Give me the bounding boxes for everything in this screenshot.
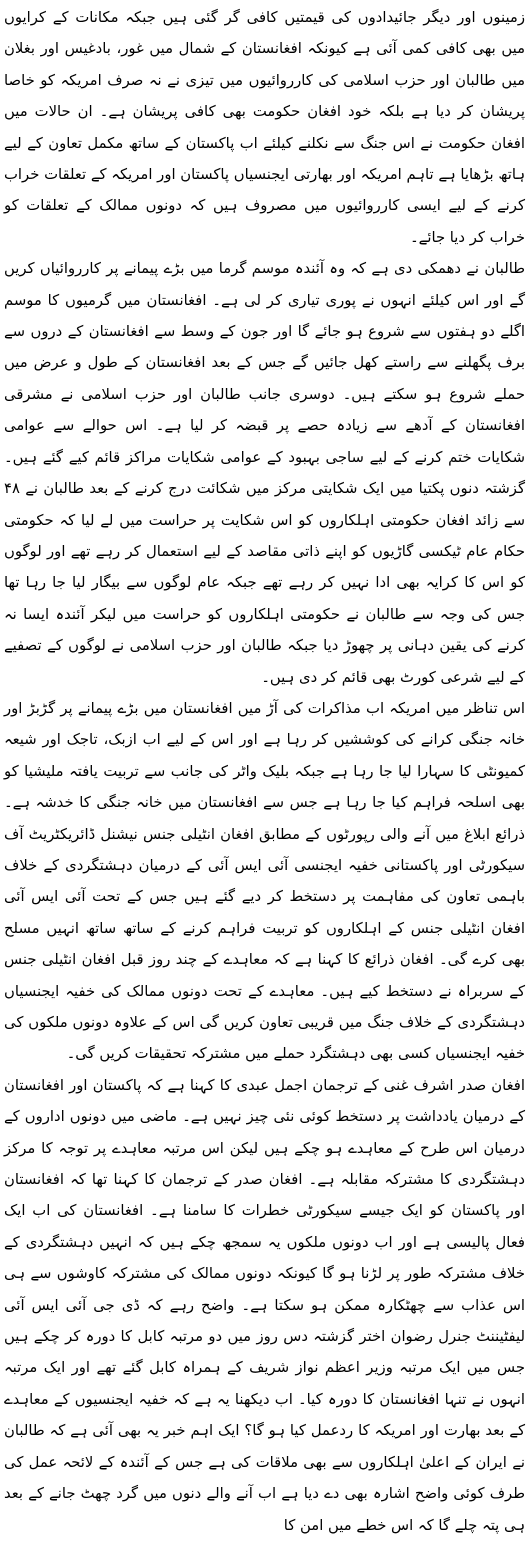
article-paragraph-3: اس تناظر میں امریکہ اب مذاکرات کی آڑ میں افغانستان میں بڑے پیمانے پر گڑبڑ اور خانہ جنگی کرانے کی کوششیں کر رہا ہے اور اس کے لیے اب ازبک، تاجک اور شیعہ کمیونٹی کا سہارا لیا جا رہا ہے جبکہ بلیک واٹر کی جانب سے تربیت یافتہ ملیشیا کو بھی اسلحہ فراہم کیا جا رہا ہے جس سے افغانستان میں خانہ جنگی کا خدشہ ہے۔ ذرائع ابلاغ میں آنے والی رپورٹوں کے مطابق افغان انٹیلی جنس نیشنل ڈائریکٹریٹ آف سیکورٹی اور پاکستانی خفیہ ایجنسی آئی ایس آئی کے درمیان دہشتگردی کے خلاف باہمی تعاون کی مفاہمت پر دستخط کر دیے گئے ہیں جس کے تحت آئی ایس آئی افغان انٹیلی جنس کے اہلکاروں کو تربیت فراہم کرنے کے ساتھ ساتھ انہیں مسلح بھی کرے گی۔ افغان ذرائع کا کہنا ہے کہ معاہدے کے چند روز قبل افغان انٹیلی جنس کے سربراہ نے دستخط کیے ہیں۔ معاہدے کے تحت دونوں ممالک کی خفیہ ایجنسیاں دہشتگردی کے خلاف جنگ میں قریبی تعاون کریں گی اس کے علاوہ دونوں ملکوں کی خفیہ ایجنسیاں کسی بھی دہشتگرد حملے میں مشترکہ تحقیقات کریں گی۔: [4, 699, 525, 1063]
article-paragraph-1: زمینوں اور دیگر جائیدادوں کی قیمتیں کافی گر گئی ہیں جبکہ مکانات کے کرایوں میں بھی کافی کمی آئی ہے کیونکہ افغانستان کے شمال میں غور، بادغیس اور بغلان میں طالبان اور حزب اسلامی کی کارروائیوں میں تیزی نے نہ صرف امریکہ کو خاصا پریشان کر دیا ہے بلکہ خود افغان حکومت بھی کافی پریشان ہے۔ ان حالات میں افغان حکومت نے اس جنگ سے نکلنے کیلئے اب پاکستان کے ساتھ مکمل تعاون کے لیے ہاتھ بڑھایا ہے تاہم امریکہ اور بھارتی ایجنسیاں پاکستان اور امریکہ کے تعلقات خراب کرنے کے لیے ایسی کارروائیوں میں مصروف ہیں کہ دونوں ممالک کے تعلقات کو خراب کر دیا جائے۔: [4, 9, 525, 246]
article-paragraph-2: طالبان نے دھمکی دی ہے کہ وہ آئندہ موسم گرما میں بڑے پیمانے پر کارروائیاں کریں گے اور اس کیلئے انہوں نے پوری تیاری کر لی ہے۔ افغانستان میں گرمیوں کا موسم اگلے دو ہفتوں سے شروع ہو جائے گا اور جون کے وسط سے افغانستان کے دروں سے برف پگھلنے سے راستے کھل جائیں گے جس کے بعد افغانستان کے طول و عرض میں حملے شروع ہو سکتے ہیں۔ دوسری جانب طالبان اور حزب اسلامی نے مشرقی افغانستان کے آدھے سے زیادہ حصے پر قبضہ کر لیا ہے۔ اس حوالے سے عوامی شکایات ختم کرنے کے لیے ساجی بہبود کے عوامی شکایات مراکز قائم کیے گئے ہیں۔ گزشتہ دنوں پکتیا میں ایک شکایتی مرکز میں شکائت درج کرنے کے بعد طالبان نے ۴۸ سے زائد افغان حکومتی اہلکاروں کو اس شکایت پر حراست میں لے لیا کہ حکومتی حکام عام ٹیکسی گاڑیوں کو اپنے ذاتی مقاصد کے لیے استعمال کر رہے تھے اور لوگوں کو اس کا کرایہ بھی ادا نہیں کر رہے تھے جبکہ عام لوگوں سے بیگار لیا جا رہا تھا جس کی وجہ سے طالبان نے حکومتی اہلکاروں کو حراست میں لیکر آئندہ ایسا نہ کرنے کی یقین دہانی پر چھوڑ دیا جبکہ طالبان اور حزب اسلامی نے لوگوں کے تصفیے کے لیے شرعی کورٹ بھی قائم کر دی ہیں۔: [4, 260, 525, 686]
article-paragraph-4: افغان صدر اشرف غنی کے ترجمان اجمل عبدی کا کہنا ہے کہ پاکستان اور افغانستان کے درمیان یادداشت پر دستخط کوئی نئی چیز نہیں ہے۔ ماضی میں دونوں اداروں کے درمیان اس طرح کے معاہدے ہو چکے ہیں لیکن اس مرتبہ معاہدے پر توجہ کا مرکز دہشتگردی کا مشترکہ مقابلہ ہے۔ افغان صدر کے ترجمان کا کہنا تھا کہ افغانستان اور پاکستان کو ایک جیسے سیکورٹی خطرات کا سامنا ہے۔ افغانستان کی اب ایک فعال پالیسی ہے اور اب دونوں ملکوں یہ سمجھ چکے ہیں کہ انہیں دہشتگردی کے خلاف مشترکہ طور پر لڑنا ہو گا کیونکہ دونوں ممالک کی مشترکہ کاوشوں سے ہی اس عذاب سے چھٹکارہ ممکن ہو سکتا ہے۔ واضح رہے کہ ڈی جی آئی ایس آئی لیفٹیننٹ جنرل رضوان اختر گزشتہ دس روز میں دو مرتبہ کابل کا دورہ کر چکے ہیں جس میں ایک مرتبہ وزیر اعظم نواز شریف کے ہمراہ کابل گئے تھے اور ایک مرتبہ انہوں نے تنہا افغانستان کا دورہ کیا۔ اب دیکھنا یہ ہے کہ خفیہ ایجنسیوں کے معاہدے کے بعد بھارت اور امریکہ کا ردعمل کیا ہو گا؟ ایک اہم خبر یہ بھی آئی ہے کہ طالبان نے ایران کے اعلیٰ اہلکاروں سے بھی ملاقات کی ہے جس کے آئندہ کے لائحہ عمل کی طرف کوئی واضح اشارہ بھی دے دیا ہے اب آنے والے دنوں میں گرد چھٹ جانے کے بعد ہی پتہ چلے گا کہ اس خطے میں امن کا: [4, 1076, 525, 1534]
